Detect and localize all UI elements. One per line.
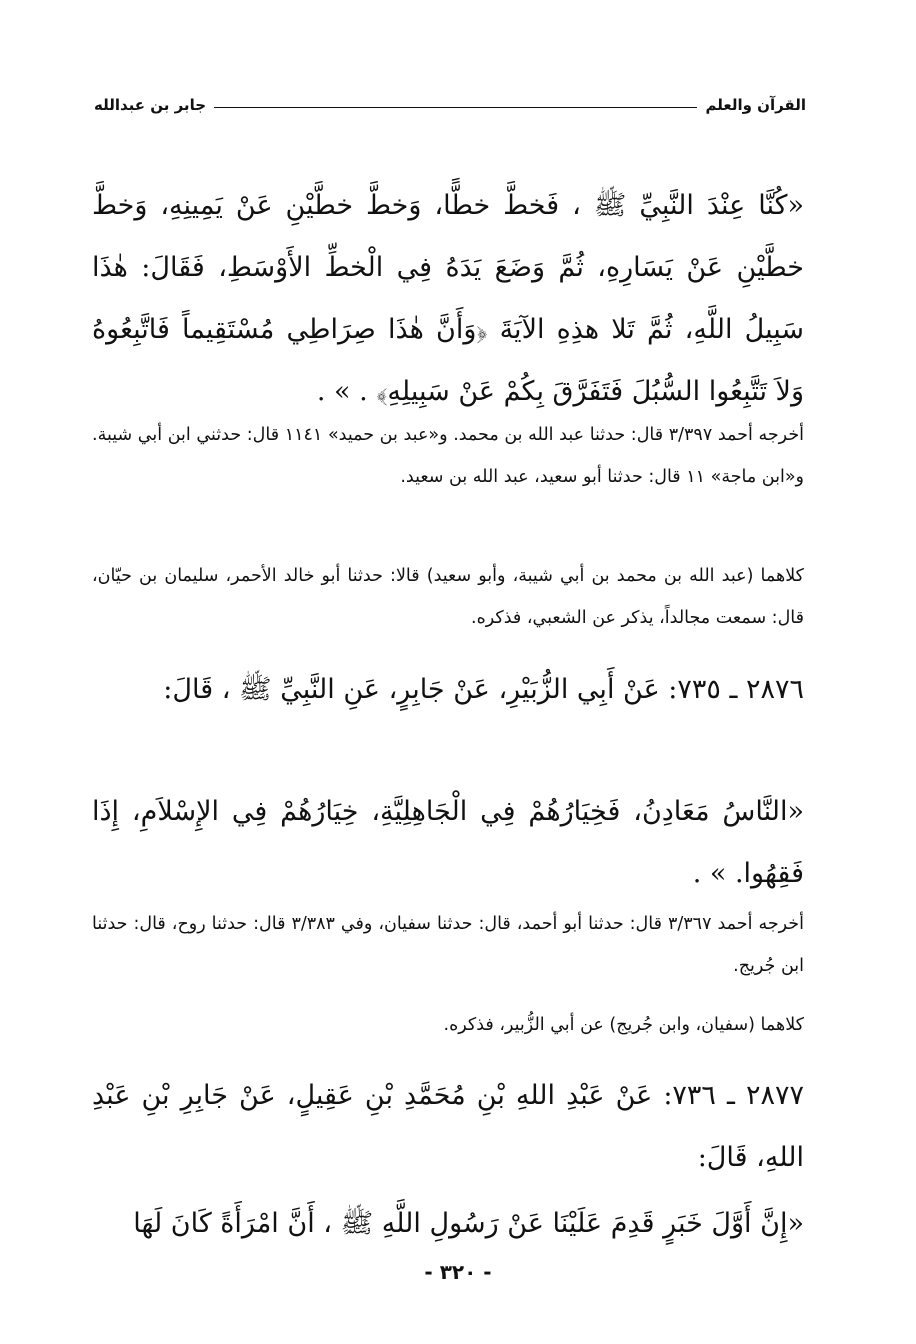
hadith-heading: ٢٨٧٦ ـ ٧٣٥: عَنْ أَبِي الزُّبَيْرِ، عَنْ جَابِرٍ، عَنِ النَّبِيِّ ﷺ ، قَالَ:: [163, 674, 804, 705]
book-title: القرآن والعلم: [705, 96, 806, 114]
takhrij-note: أخرجه أحمد ٣/٣٩٧ قال: حدثنا عبد الله بن محمد. و«عبد بن حميد» ١١٤١ قال: حدثني ابن أبي شيبة. و«ابن ماجة» ١١ قال: حدثنا أبو سعيد، عبد الله بن سعيد.: [92, 424, 804, 487]
hadith-text: «النَّاسُ مَعَادِنُ، فَخِيَارُهُمْ فِي الْجَاهِلِيَّةِ، خِيَارُهُمْ فِي الإِسْلاَمِ، إِذَا فَقِهُوا. » .: [92, 796, 804, 889]
hadith-heading: ٢٨٧٧ ـ ٧٣٦: عَنْ عَبْدِ اللهِ بْنِ مُحَمَّدِ بْنِ عَقِيلٍ، عَنْ جَابِرِ بْنِ عَبْدِ اللهِ، قَالَ:: [92, 1080, 804, 1173]
hadith-text: «إِنَّ أَوَّلَ خَبَرٍ قَدِمَ عَلَيْنَا عَنْ رَسُولِ اللَّهِ ﷺ ، أَنَّ امْرَأَةً كَانَ لَهَا: [133, 1208, 804, 1239]
hadith-text: «كُنَّا عِنْدَ النَّبِيِّ ﷺ ، فَخطَّ خطًّا، وَخطَّ خطَّيْنِ عَنْ يَمِينِهِ، وَخطَّ خطَّيْنِ عَنْ يَسَارِهِ، ثُمَّ وَضَعَ يَدَهُ فِي الْخطِّ الأَوْسَطِ، فَقَالَ: هٰذَا سَبِيلُ اللَّهِ، ثُمَّ تَلا هذِهِ الآيَةَ ﴿وَأَنَّ هٰذَا صِرَاطِي مُسْتَقِيماً فَاتَّبِعُوهُ وَلاَ تَتَّبِعُوا السُّبُلَ فَتَفَرَّقَ بِكُمْ عَنْ سَبِيلِهِ﴾ . » .: [92, 190, 804, 407]
page-number: - ٣٢٠ -: [424, 1260, 492, 1284]
chapter-title: جابر بن عبدالله: [94, 96, 207, 114]
running-header: [94, 96, 806, 114]
takhrij-note: أخرجه أحمد ٣/٣٦٧ قال: حدثنا أبو أحمد، قال: حدثنا سفيان، وفي ٣/٣٨٣ قال: حدثنا روح، قال: حدثنا ابن جُريج.: [92, 913, 804, 976]
header-rule: [214, 107, 697, 108]
takhrij-note: كلاهما (سفيان، وابن جُريج) عن أبي الزُّبير، فذكره.: [443, 1014, 804, 1035]
takhrij-note: كلاهما (عبد الله بن محمد بن أبي شيبة، وأبو سعيد) قالا: حدثنا أبو خالد الأحمر، سليمان بن حيّان، قال: سمعت مجالداً، يذكر عن الشعبي، فذكره.: [92, 565, 804, 628]
